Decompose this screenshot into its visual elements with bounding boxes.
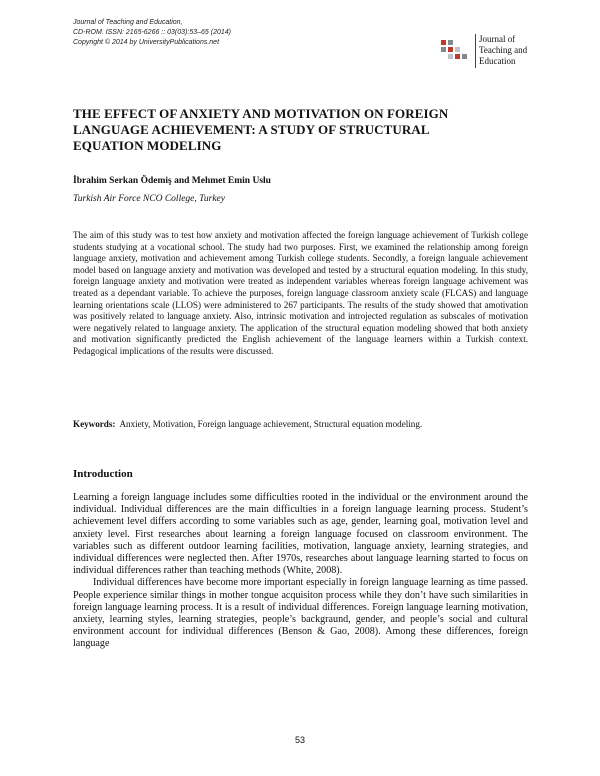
title-line-1: THE EFFECT OF ANXIETY AND MOTIVATION ON FOREIGN bbox=[73, 106, 449, 121]
paper-authors: İbrahim Serkan Ödemiş and Mehmet Emin Uslu bbox=[73, 176, 271, 186]
journal-logo bbox=[438, 34, 538, 74]
journal-name-line: Journal of Teaching and Education, bbox=[73, 19, 183, 26]
copyright-line: Copyright © 2014 by UniversityPublications.net bbox=[73, 39, 220, 46]
abstract: The aim of this study was to test how anxiety and motivation affected the foreign language achievement of Turkish college students studying at a vocational school. The study had two purposes. First, we examined the relationship among foreign language anxiety, motivation and achievement among Turkish college students. Secondly, a foreign languale achievement model based on language anxiety and motivation was developed and tested by a structural equation modeling. In this study, foreign language anxiety and motivation were treated as independent variables whereas foreign language achivement was treated as a dependant variable. To achieve the purposes, foreign language classroom anxiety scale (FLCAS) and language learning orientations scale (LLOS) were administered to 267 participants. The results of the study showed that amotivation was positively related to language anxiety. Also, intrinsic motivation and introjected regulation as subscales of motivation were negatively related to language anxiety. The application of the structural equation modeling showed that both anxiety and motivation significantly predicted the English achievement of the language learners within a Turkish context. Pedagogical implications of the results were discussed. bbox=[73, 230, 528, 356]
paragraph-1: Learning a foreign language includes some difficulties rooted in the individual or the environment around the individual. Individual differences are the main difficulties in a foreign language learning process. Student’s achievement level differs according to some variables such as age, gender, learning goal, motivation level and anxiety level. First researches about learning a foreign language focused on classroom environment. The variables such as different outdoor learning facilities, motivation, language anxiety, learning strategies, and individual differences were neglected then. After 1970s, researches about language learning started to focus on individual differences rather than teaching methods (White, 2008). bbox=[73, 492, 528, 577]
title-line-2: LANGUAGE ACHIEVEMENT: A STUDY OF STRUCTURAL bbox=[73, 122, 430, 137]
introduction-body bbox=[73, 492, 528, 651]
journal-header bbox=[73, 18, 231, 48]
logo-line-2: Teaching and bbox=[479, 45, 528, 55]
keywords-block bbox=[73, 419, 528, 431]
logo-line-3: Education bbox=[479, 56, 516, 66]
issn-line: CD-ROM. ISSN: 2165-6266 :: 03(03):53–65 (2014) bbox=[73, 29, 231, 36]
journal-logo-icon bbox=[438, 38, 474, 62]
keywords-list: Anxiety, Motivation, Foreign language achievement, Structural equation modeling. bbox=[119, 419, 423, 429]
paper-title bbox=[73, 106, 533, 154]
logo-line-1: Journal of bbox=[479, 34, 516, 44]
author-affiliation: Turkish Air Force NCO College, Turkey bbox=[73, 194, 225, 204]
page-number: 53 bbox=[294, 735, 305, 745]
logo-divider bbox=[475, 34, 476, 68]
paragraph-2: Individual differences have become more important especially in foreign language learning as time passed. People experience similar things in mother tongue acquisiton process while they don’t have such similarities in foreign language learning process. It is a result of individual differences. Foreign language learning motivation, anxiety, learning styles, learning strategies, people’s backgraund, gender, and people’s social and cultural environment account for individual differences (Benson & Gao, 2008). Among these differences, foreign language bbox=[73, 577, 528, 650]
keywords-label: Keywords: bbox=[73, 419, 116, 429]
title-line-3: EQUATION MODELING bbox=[73, 138, 222, 153]
section-heading-introduction: Introduction bbox=[73, 468, 133, 480]
logo-text bbox=[479, 34, 527, 67]
